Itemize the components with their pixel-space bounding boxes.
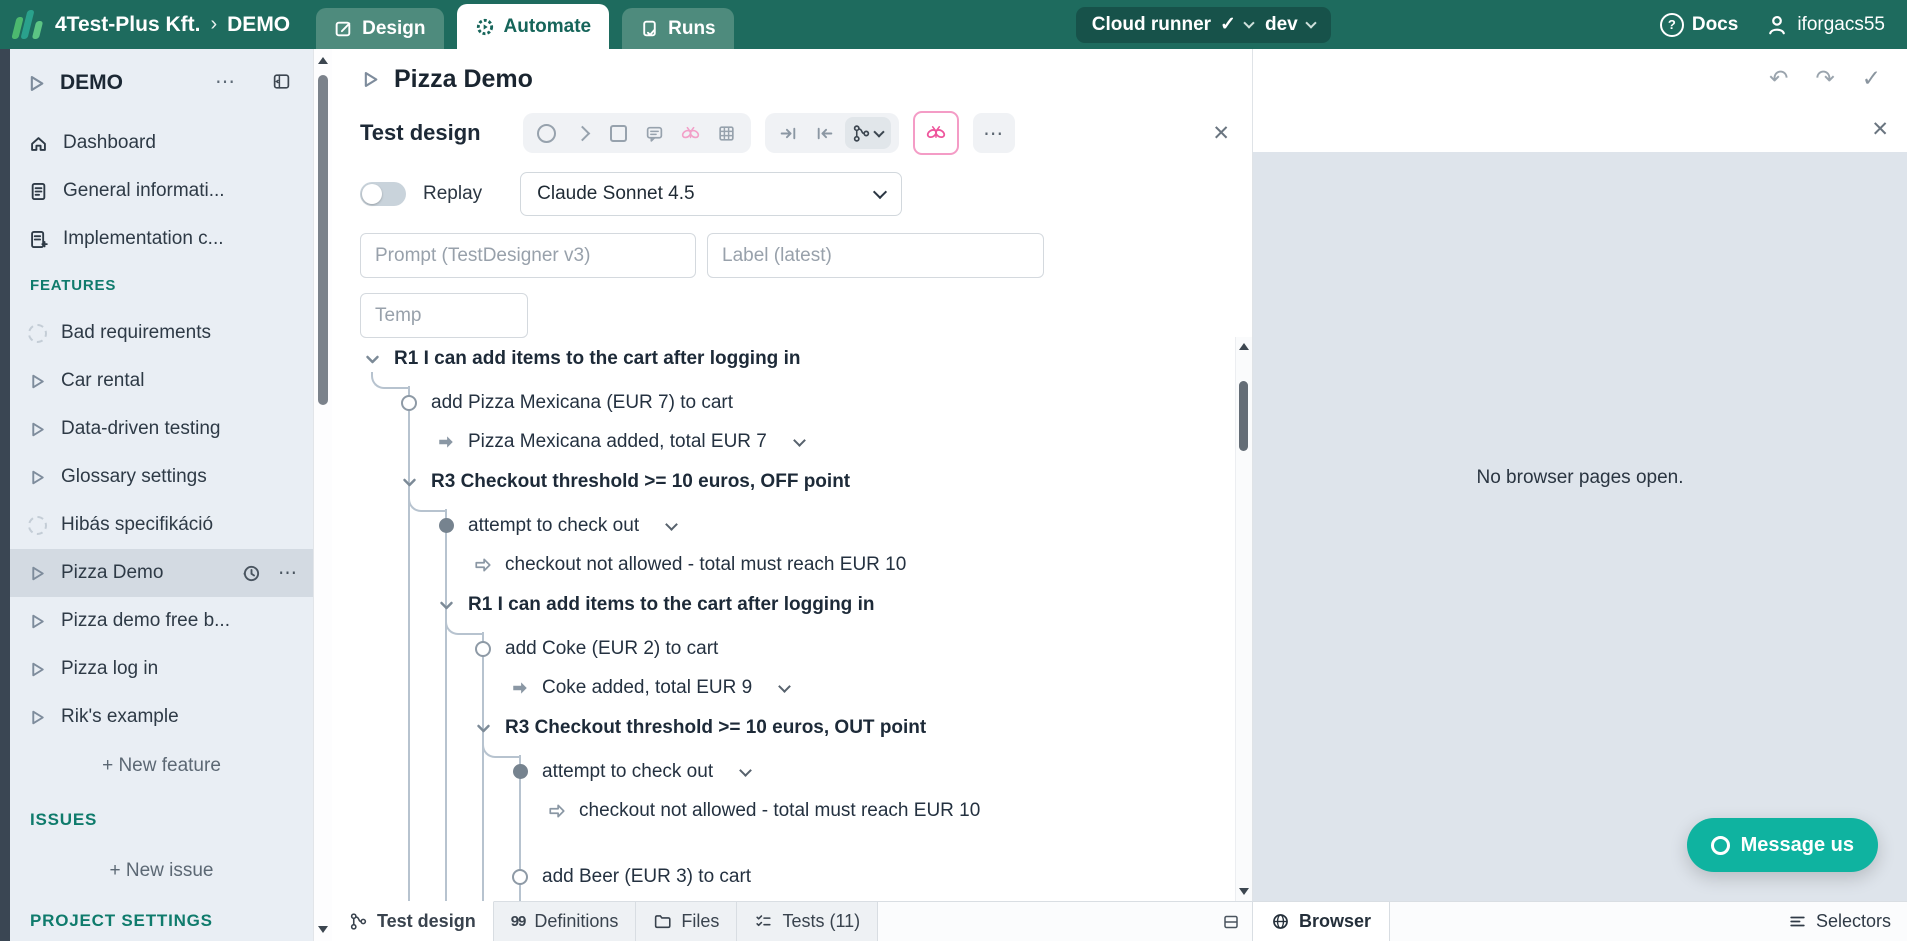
feature-label: Car rental bbox=[61, 370, 145, 391]
bottom-tab[interactable] bbox=[332, 901, 494, 941]
tab-design[interactable] bbox=[316, 8, 443, 49]
test-tree-row[interactable] bbox=[332, 583, 1236, 627]
tree-row-label: add Pizza Mexicana (EUR 7) to cart bbox=[431, 391, 734, 413]
bottom-tab-bar bbox=[332, 901, 1907, 941]
more-actions-button[interactable]: ⋯ bbox=[973, 113, 1015, 153]
question-icon: ? bbox=[1660, 13, 1684, 37]
tree-row-icon[interactable] bbox=[332, 830, 356, 854]
step-circle-filled-icon bbox=[439, 518, 454, 533]
logo-bar bbox=[32, 21, 43, 39]
tab-label: Test design bbox=[377, 911, 476, 931]
tree-row-icon[interactable] bbox=[360, 347, 384, 371]
play-icon bbox=[26, 73, 47, 94]
history-icon[interactable] bbox=[241, 563, 262, 584]
sidebar-scrollbar[interactable] bbox=[313, 49, 333, 941]
tab-selectors[interactable] bbox=[1788, 902, 1891, 941]
chevron-down-icon[interactable] bbox=[741, 769, 750, 775]
test-tree-row[interactable] bbox=[332, 829, 1236, 855]
sidebar-item-feature[interactable] bbox=[10, 357, 313, 405]
sidebar-item-feature[interactable] bbox=[10, 309, 313, 357]
test-tree-row[interactable] bbox=[332, 898, 1236, 901]
nav-item-label: Dashboard bbox=[63, 132, 156, 153]
bottom-tab[interactable] bbox=[494, 902, 637, 941]
test-tree-row[interactable] bbox=[332, 547, 1236, 583]
tree-row-icon[interactable] bbox=[471, 637, 495, 661]
step-circle-open-icon bbox=[512, 869, 528, 885]
tree-row-label: checkout not allowed - total must reach EUR 10 bbox=[579, 800, 981, 821]
empty-browser-message: No browser pages open. bbox=[1476, 466, 1684, 488]
main-panel bbox=[332, 49, 1253, 901]
grid-icon bbox=[717, 124, 736, 143]
tree-row-icon[interactable] bbox=[545, 799, 569, 823]
tab-label: Tests (11) bbox=[782, 911, 861, 931]
sidebar-item-feature[interactable] bbox=[10, 549, 313, 597]
docs-label: Docs bbox=[1691, 13, 1739, 35]
tab-label: Browser bbox=[1299, 911, 1372, 931]
features-list bbox=[10, 309, 313, 741]
chevron-down-icon bbox=[873, 126, 884, 137]
docs-link[interactable] bbox=[1660, 13, 1738, 37]
test-tree-row[interactable] bbox=[332, 793, 1236, 829]
bottom-tab[interactable] bbox=[636, 902, 737, 941]
play-icon bbox=[360, 69, 381, 90]
globe-icon bbox=[1271, 912, 1290, 931]
feature-label: Glossary settings bbox=[61, 466, 207, 487]
top-navbar bbox=[0, 0, 1907, 49]
tree-row-label: R3 Checkout threshold >= 10 euros, OFF point bbox=[431, 471, 851, 492]
scrollbar-thumb[interactable] bbox=[318, 75, 328, 405]
sidebar-project-header[interactable] bbox=[10, 63, 313, 103]
scrollbar-thumb[interactable] bbox=[1239, 381, 1248, 451]
chevron-expand-icon bbox=[439, 598, 454, 613]
pencil-square-icon bbox=[334, 19, 353, 38]
ai-butterfly-button[interactable] bbox=[913, 111, 959, 155]
project-settings-section-title: PROJECT SETTINGS bbox=[30, 911, 213, 930]
features-section-title: FEATURES bbox=[30, 277, 117, 294]
test-tree-row[interactable] bbox=[332, 670, 1236, 706]
result-arrow-outline-icon bbox=[548, 802, 566, 820]
butterfly-icon bbox=[680, 123, 701, 144]
step-circle-open-icon bbox=[401, 395, 417, 411]
sidebar-project-title: DEMO bbox=[60, 71, 123, 94]
tab-label: Runs bbox=[668, 17, 716, 39]
sidebar-item-feature[interactable] bbox=[10, 597, 313, 645]
tree-row-icon[interactable] bbox=[434, 593, 458, 617]
more-icon[interactable]: ⋯ bbox=[215, 71, 237, 93]
breadcrumb bbox=[55, 13, 290, 37]
tree-row-icon[interactable] bbox=[434, 514, 458, 538]
sidebar-nav-item[interactable] bbox=[10, 119, 313, 167]
play-icon bbox=[28, 468, 47, 487]
nav-item-label: General informati... bbox=[63, 180, 225, 201]
chevron-down-icon bbox=[1243, 17, 1254, 28]
chevron-expand-icon bbox=[365, 352, 380, 367]
nav-item-icon bbox=[28, 181, 49, 202]
skip-to-end-button[interactable] bbox=[773, 117, 805, 149]
redo-icon[interactable]: ↷ bbox=[1815, 65, 1835, 91]
topbar-right bbox=[1660, 13, 1885, 37]
tab-label: Selectors bbox=[1815, 911, 1891, 931]
sidebar-item-feature[interactable] bbox=[10, 501, 313, 549]
chevron-expand-icon bbox=[402, 475, 417, 490]
result-arrow-filled-icon bbox=[437, 433, 455, 451]
prompt-inputs-row bbox=[360, 233, 1252, 278]
tree-row-icon[interactable] bbox=[471, 553, 495, 577]
tab-runs[interactable] bbox=[622, 8, 734, 49]
bottom-tab[interactable] bbox=[737, 902, 878, 941]
test-tree-row[interactable] bbox=[332, 460, 1236, 504]
collapsed-left-rail bbox=[0, 49, 10, 941]
selectors-list-icon bbox=[1788, 912, 1807, 931]
nav-item-icon bbox=[28, 133, 49, 154]
step-circle-open-icon bbox=[475, 641, 491, 657]
play-icon bbox=[28, 372, 47, 391]
replay-toggle[interactable] bbox=[360, 182, 406, 206]
panel-layout-icon[interactable] bbox=[1222, 902, 1240, 941]
dashed-circle-icon bbox=[28, 516, 47, 535]
message-us-button[interactable] bbox=[1687, 818, 1878, 872]
chevron-down-icon[interactable] bbox=[795, 439, 804, 445]
prompt-input[interactable] bbox=[360, 233, 696, 278]
panel-title: Test design bbox=[360, 120, 481, 145]
tree-row-label: R1 I can add items to the cart after logging in bbox=[394, 348, 801, 369]
tree-row-label: attempt to check out bbox=[542, 760, 714, 782]
cloud-runner-select[interactable] bbox=[1092, 13, 1253, 36]
tab-icon bbox=[754, 912, 773, 931]
play-icon bbox=[28, 708, 47, 727]
play-icon bbox=[28, 564, 47, 583]
breadcrumb-company[interactable]: 4Test-Plus Kft. bbox=[55, 12, 201, 36]
tab-icon bbox=[653, 912, 672, 931]
table-button[interactable] bbox=[711, 117, 743, 149]
feature-label: Pizza demo free b... bbox=[61, 610, 230, 631]
replay-label: Replay bbox=[423, 183, 483, 204]
tab-label: Automate bbox=[503, 15, 592, 37]
runner-env-selector bbox=[1076, 7, 1331, 43]
tree-row-label: attempt to check out bbox=[468, 514, 640, 536]
butterfly-button[interactable] bbox=[675, 117, 707, 149]
sidebar-nav-item[interactable] bbox=[10, 167, 313, 215]
more-icon[interactable]: ⋯ bbox=[278, 562, 299, 584]
comment-icon bbox=[645, 124, 664, 143]
chevron-node-button[interactable] bbox=[567, 117, 599, 149]
tree-scrollbar[interactable] bbox=[1235, 337, 1252, 901]
collapse-sidebar-icon[interactable] bbox=[272, 72, 291, 91]
edit-history-controls bbox=[1769, 65, 1881, 92]
play-icon bbox=[28, 420, 47, 439]
result-arrow-filled-icon bbox=[511, 679, 529, 697]
play-icon bbox=[28, 660, 47, 679]
nav-item-label: Implementation c... bbox=[63, 228, 224, 249]
sidebar-item-feature[interactable] bbox=[10, 405, 313, 453]
sidebar-item-feature[interactable] bbox=[10, 453, 313, 501]
left-panel-tabs bbox=[332, 902, 1253, 941]
tree-row-icon[interactable] bbox=[434, 430, 458, 454]
test-tree-row[interactable] bbox=[332, 855, 1236, 898]
tree-row-icon[interactable] bbox=[508, 760, 532, 784]
chevron-down-icon[interactable] bbox=[780, 685, 789, 691]
chevron-down-icon bbox=[1305, 17, 1316, 28]
tree-row-label: Pizza Mexicana added, total EUR 7 bbox=[468, 431, 767, 452]
feature-label: Pizza Demo bbox=[61, 562, 164, 583]
replay-row bbox=[360, 171, 1252, 217]
tree-row-icon[interactable] bbox=[397, 391, 421, 415]
dashed-circle-icon bbox=[28, 324, 47, 343]
username-label: iforgacs55 bbox=[1797, 13, 1885, 35]
tab-label: Design bbox=[362, 17, 426, 39]
skip-to-start-button[interactable] bbox=[809, 117, 841, 149]
test-tree-row[interactable] bbox=[332, 627, 1236, 670]
left-tabs-list bbox=[332, 902, 878, 941]
scroll-up-arrow[interactable] bbox=[318, 57, 328, 64]
branch-icon bbox=[852, 124, 871, 143]
sidebar bbox=[10, 49, 313, 941]
node-type-toolbar bbox=[523, 113, 751, 153]
tree-row-label: add Coke (EUR 2) to cart bbox=[505, 637, 719, 659]
user-menu[interactable] bbox=[1766, 14, 1885, 36]
check-icon: ✓ bbox=[1220, 14, 1236, 35]
model-select-value: Claude Sonnet 4.5 bbox=[537, 183, 695, 204]
label-input[interactable] bbox=[707, 233, 1044, 278]
test-tree-row[interactable] bbox=[332, 381, 1236, 424]
close-panel-icon[interactable]: ✕ bbox=[1212, 121, 1230, 145]
test-tree-row[interactable] bbox=[332, 750, 1236, 793]
issues-section-title: ISSUES bbox=[30, 810, 98, 829]
close-browser-panel-icon[interactable]: ✕ bbox=[1871, 118, 1889, 141]
gear-play-icon bbox=[475, 17, 495, 37]
test-tree-row[interactable] bbox=[332, 706, 1236, 750]
tree-row-label: Coke added, total EUR 9 bbox=[542, 677, 753, 698]
chat-status-icon bbox=[1711, 836, 1730, 855]
chevron-expand-icon bbox=[476, 721, 491, 736]
new-issue-button[interactable]: + New issue bbox=[109, 860, 214, 881]
play-icon bbox=[28, 612, 47, 631]
browser-panel bbox=[1253, 49, 1907, 901]
feature-label: Bad requirements bbox=[61, 322, 211, 343]
page-title: Pizza Demo bbox=[394, 64, 533, 93]
app-logo-icon[interactable] bbox=[14, 5, 41, 39]
quotes-icon: 99 bbox=[510, 913, 526, 930]
test-tree-row[interactable] bbox=[332, 504, 1236, 547]
flow-toolbar bbox=[765, 113, 899, 153]
test-tree bbox=[332, 337, 1236, 901]
right-panel-tabs bbox=[1253, 902, 1907, 941]
breadcrumb-separator: › bbox=[210, 13, 218, 35]
model-select[interactable] bbox=[520, 172, 902, 216]
person-icon bbox=[1766, 14, 1788, 36]
undo-icon[interactable]: ↶ bbox=[1769, 65, 1789, 91]
scroll-down-arrow[interactable] bbox=[318, 926, 328, 933]
doc-check-icon bbox=[640, 19, 659, 38]
flow-view-button[interactable] bbox=[845, 117, 891, 149]
tree-row-label: checkout not allowed - total must reach EUR 10 bbox=[505, 554, 907, 575]
feature-extra bbox=[241, 549, 299, 597]
env-label: dev bbox=[1264, 13, 1298, 35]
butterfly-icon bbox=[925, 122, 947, 144]
tab-label: Definitions bbox=[534, 911, 619, 931]
feature-label: Hibás specifikáció bbox=[61, 514, 214, 535]
message-us-label: Message us bbox=[1740, 833, 1854, 856]
feature-label: Pizza log in bbox=[61, 658, 159, 679]
tree-row-icon[interactable] bbox=[471, 716, 495, 740]
tree-row-icon[interactable] bbox=[508, 676, 532, 700]
confirm-icon[interactable]: ✓ bbox=[1861, 65, 1881, 91]
tab-browser[interactable] bbox=[1253, 902, 1390, 941]
browser-viewport bbox=[1253, 152, 1907, 901]
sidebar-item-feature[interactable] bbox=[10, 645, 313, 693]
skip-end-icon bbox=[779, 124, 798, 143]
scroll-up-arrow[interactable] bbox=[1239, 343, 1249, 350]
cloud-runner-label: Cloud runner bbox=[1091, 13, 1212, 35]
tab-label: Files bbox=[681, 911, 720, 931]
chevron-down-icon[interactable] bbox=[667, 523, 676, 529]
comment-button[interactable] bbox=[639, 117, 671, 149]
feature-label: Data-driven testing bbox=[61, 418, 221, 439]
tree-row-label: R3 Checkout threshold >= 10 euros, OUT point bbox=[505, 717, 927, 738]
sidebar-item-feature[interactable] bbox=[10, 693, 313, 741]
sidebar-nav-item[interactable] bbox=[10, 215, 313, 263]
tree-row-icon[interactable] bbox=[508, 865, 532, 889]
tab-icon bbox=[349, 912, 368, 931]
result-arrow-outline-icon bbox=[474, 556, 492, 574]
test-design-toolbar bbox=[332, 109, 1252, 157]
tree-row-label: add Beer (EUR 3) to cart bbox=[542, 865, 752, 887]
sidebar-nav bbox=[10, 119, 313, 263]
test-tree-row[interactable] bbox=[332, 424, 1236, 460]
tab-automate[interactable] bbox=[457, 4, 610, 49]
page-title-row bbox=[332, 49, 1252, 109]
nav-item-icon bbox=[28, 229, 49, 250]
temp-row bbox=[360, 293, 1252, 338]
square-node-button[interactable] bbox=[603, 117, 635, 149]
env-select[interactable] bbox=[1265, 14, 1315, 36]
tree-row-icon[interactable] bbox=[397, 470, 421, 494]
tree-row-label: R1 I can add items to the cart after logging in bbox=[468, 594, 875, 615]
chevron-down-icon bbox=[873, 185, 887, 199]
circle-node-button[interactable] bbox=[531, 117, 563, 149]
scroll-down-arrow[interactable] bbox=[1239, 888, 1249, 895]
breadcrumb-project[interactable]: DEMO bbox=[227, 12, 291, 36]
new-feature-button[interactable]: + New feature bbox=[102, 755, 221, 776]
test-tree-row[interactable] bbox=[332, 337, 1236, 381]
step-circle-filled-icon bbox=[513, 764, 528, 779]
skip-start-icon bbox=[815, 124, 834, 143]
temp-input[interactable] bbox=[360, 293, 528, 338]
feature-label: Rik's example bbox=[61, 706, 179, 727]
